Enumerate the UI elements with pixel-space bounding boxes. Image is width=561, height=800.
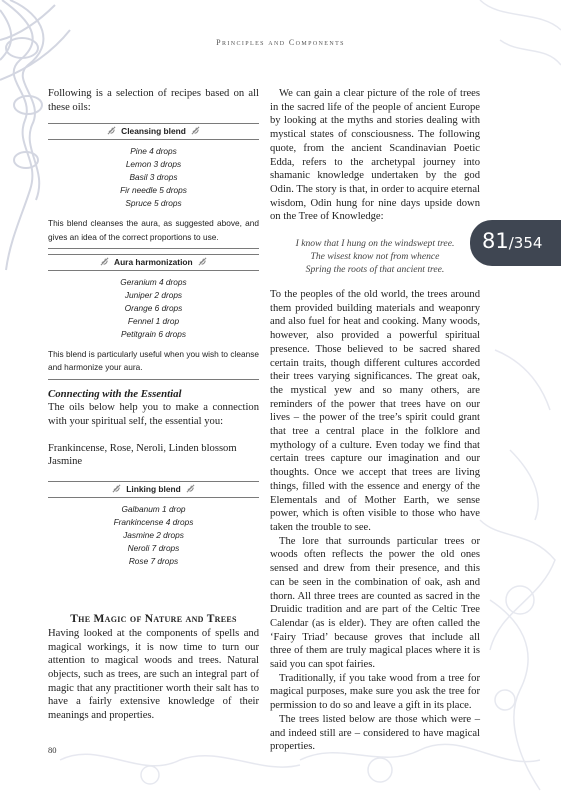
poem-line: I know that I hung on the windswept tree.	[295, 238, 455, 250]
ingredient: Galbanum 1 drop	[121, 504, 186, 515]
recipe-box-aura	[48, 254, 259, 380]
ingredient-list	[48, 145, 259, 210]
leaf-ornament-icon	[191, 126, 200, 135]
recipe-box-header	[48, 123, 259, 140]
ingredient: Spruce 5 drops	[125, 198, 182, 209]
current-page-number: 81	[482, 229, 509, 253]
leaf-ornament-icon	[198, 257, 207, 266]
connecting-paragraph: The oils below help you to make a connection with your spiritual self, the essential you:	[48, 402, 259, 427]
ingredient-list	[48, 276, 259, 341]
section-heading-connecting: Connecting with the Essential	[48, 387, 182, 400]
ingredient: Petitgrain 6 drops	[120, 329, 187, 339]
leaf-ornament-icon	[186, 484, 195, 493]
recipe-box-header	[48, 481, 259, 498]
ingredient: Rose 7 drops	[128, 556, 179, 567]
poem-quote	[270, 237, 480, 276]
ingredient: Neroli 7 drops	[127, 543, 180, 554]
recipe-box-cleansing	[48, 123, 259, 249]
body-paragraph: The lore that surrounds particular trees or woods often reflects the power the old ones sensed and drew from their presence, and this can be seen in the combination of oak, ash and thorn. All three trees are counted as sacred in the Druidic tradition and are part of the Celtic Tree Calendar (as is elder). They are often called the ‘Fairy Triad’ because groves that include all three of them are truly magical places where it is said you can spot fairies.	[270, 535, 480, 671]
magic-paragraph: Having looked at the components of spells and magical workings, it is now time to turn our attention to magical woods and trees. Natural objects, such as trees, are such an integral part of magic that any practitioner worth their salt has to have a fairly extensive knowledge of their meanings and properties.	[48, 627, 259, 722]
recipe-title: Linking blend	[126, 484, 181, 495]
body-paragraph: Traditionally, if you take wood from a tree for magical purposes, make sure you ask the tree for permission to do so and leave a gift in its place.	[270, 672, 480, 712]
poem-line: The wisest know not from whence	[310, 251, 440, 263]
total-pages: /354	[508, 234, 543, 252]
page-counter	[482, 229, 542, 253]
body-paragraph: To the peoples of the old world, the trees around them provided building materials and weaponry and also fuel for heat and cooking. Many woods, however, also provided a powerful spiritual presence. Those believed to be sacred shared certain traits, though different cultures accorded their trees varying significances. The great oak, the mystical yew and so many others, are reminders of the power that trees have on our lives – the power of the tree’s spirit could grant that tree a central place in the folklore and mythology of a culture. Even today we find that certain trees capture our imagination and our thoughts. Once we accept that trees are living things, filled with the essence and energy of the Elementals and of Mother Earth, we sense power, which is often visible to those who have taken the trouble to see.	[270, 289, 480, 533]
ingredient: Juniper 2 drops	[124, 290, 183, 300]
ingredient: Fir needle 5 drops	[120, 185, 187, 196]
leaf-ornament-icon	[100, 257, 109, 266]
section-heading-magic-of-nature: The Magic of Nature and Trees	[70, 613, 237, 626]
left-column	[48, 87, 259, 723]
body-paragraph: We can gain a clear picture of the role of trees in the sacred life of the people of ancient Europe by looking at the myths and stories dealing with mystical states of consciousness. The following quote, from the ancient Scandinavian Poetic Edda, refers to the archetypal journey into shamanic knowledge undertaken by the god Odin. The story is that, in order to acquire eternal wisdom, Odin hung for nine days upside down on the Tree of Knowledge:	[270, 88, 480, 223]
ingredient: Jasmine 2 drops	[123, 530, 184, 541]
running-head: Principles and Components	[216, 38, 345, 47]
ingredient: Geranium 4 drops	[120, 277, 187, 287]
leaf-ornament-icon	[112, 484, 121, 493]
leaf-ornament-icon	[107, 126, 116, 135]
page-counter-badge	[470, 220, 561, 266]
intro-paragraph: Following is a selection of recipes based on all these oils:	[48, 88, 259, 113]
ingredient: Basil 3 drops	[129, 172, 178, 183]
recipe-box-header	[48, 254, 259, 271]
ingredient: Pine 4 drops	[130, 146, 177, 157]
page-folio: 80	[48, 745, 57, 755]
body-paragraph: The trees listed below are those which were – and indeed still are – considered to have magical properties.	[270, 713, 480, 753]
recipe-title: Cleansing blend	[121, 126, 186, 137]
recipe-title: Aura harmonization	[114, 257, 193, 267]
ingredient: Lemon 3 drops	[125, 159, 182, 170]
ingredient: Frankincense 4 drops	[113, 517, 194, 528]
oil-list: Frankincense, Rose, Neroli, Linden blossom Jasmine	[48, 442, 237, 468]
ingredient: Fennel 1 drop	[127, 316, 180, 326]
recipe-note: This blend is particularly useful when you wish to cleanse and harmonize your aura.	[48, 348, 259, 380]
recipe-note: This blend cleanses the aura, as suggested above, and gives an idea of the correct proportions to use.	[48, 217, 259, 249]
recipe-box-linking	[48, 481, 259, 568]
poem-line: Spring the roots of that ancient tree.	[305, 264, 445, 276]
ingredient: Orange 6 drops	[124, 303, 183, 313]
ingredient-list	[48, 503, 259, 568]
right-column	[270, 87, 480, 754]
